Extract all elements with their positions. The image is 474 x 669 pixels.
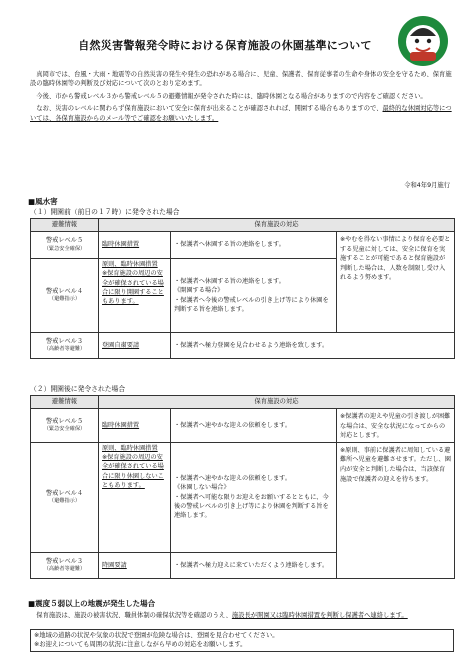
column-header-action: 保育施設の対応 xyxy=(99,219,455,232)
intro-paragraph: 真岡市では、台風・大雨・地震等の自然災害の発生や発生の恐れがある場合に、児童、保護者、保育従事者の生命や身体の安全を守るため、保育施設の臨時休園等の判断及び対応について次のとおり定めます。 xyxy=(30,71,452,88)
earthquake-text-plain: 保育施設は、施設の被害状況、職員体制の確保状況等を確認のうえ、 xyxy=(36,612,232,619)
action-cell: ・保護者へ速やかな迎えの依頼をします。 xyxy=(171,409,337,443)
intro-paragraph: 今後、市から警戒レベル３から警戒レベル５の避難情報が発令された時には、臨時休園となる場合がありますので内容をご確認ください。 xyxy=(36,92,427,100)
note-cell: ※保護者の迎えや児童の引き渡しが困難な場合は、安全な状況になってからの対応とします。 xyxy=(337,409,455,443)
intro-text-underlined: 最終的な休園対応等については、各保育施設からのメール等でご確認をお願いいたします。 xyxy=(30,105,452,122)
level-cell: 警戒レベル５ （緊急安全確保） xyxy=(31,409,99,443)
level-cell: 警戒レベル５ （緊急安全確保） xyxy=(31,232,99,259)
action-cell: ・保護者へ休園する旨の連絡をします。 xyxy=(171,232,337,259)
table-row xyxy=(31,409,455,443)
intro-text-plain: なお、災害のレベルに関わらず保育施設において安全に保育が出来ることが確認されれば、開園する場合もありますので、 xyxy=(36,105,383,113)
city-mascot-logo xyxy=(396,14,450,68)
subsection-heading-before: （１）開園前（前日の１７時）に発令された場合 xyxy=(30,208,180,216)
table-row xyxy=(31,232,455,259)
effective-date: 令和4年9月施行 xyxy=(404,182,450,189)
intro-text xyxy=(30,70,454,126)
earthquake-note: ※地域の道路の状況や気象の状況で登園が危険な場合は、登園を見合わせてください。 xyxy=(34,632,279,639)
level-cell: 警戒レベル３ （高齢者等避難） xyxy=(31,552,99,578)
column-header-action: 保育施設の対応 xyxy=(99,396,455,409)
measure-cell: 登園自粛要請 xyxy=(99,333,171,359)
earthquake-note: ※お迎えについても周囲の状況に注意しながら早めの対応をお願いします。 xyxy=(34,641,247,649)
column-header-level: 避難情報 xyxy=(31,219,99,232)
section-heading-earthquake: ■震度５弱以上の地震が発生した場合 xyxy=(28,599,156,608)
intro-paragraph xyxy=(30,104,454,123)
action-cell: ・保護者へ休園する旨の連絡をします。 《開園する場合》 ・保護者へ今後の警戒レベルの引き上げ等により休園を判断する旨を連絡します。 xyxy=(171,259,337,333)
measure-cell: 臨時休園措置 xyxy=(99,232,171,259)
measure-cell: 原則、臨時休園措置 ※保育施設の周辺の安全が確保されている場合に限り休園しないこともあります。 xyxy=(99,442,171,552)
level-cell: 警戒レベル３ （高齢者等避難） xyxy=(31,333,99,359)
earthquake-note-box xyxy=(30,629,454,652)
earthquake-text-underlined: 施設長が開園又は臨時休園措置を判断し保護者へ連絡します。 xyxy=(231,612,408,619)
flood-before-table xyxy=(30,218,455,359)
column-header-level: 避難情報 xyxy=(31,396,99,409)
earthquake-text xyxy=(30,611,454,620)
level-cell: 警戒レベル４ （避難指示） xyxy=(31,442,99,552)
note-cell: ※原則、事前に保護者に周知している避難所へ児童を避難させます。ただし、園内が安全と判断した場合は、当該保育施設で保護者の迎えを待ちます。 xyxy=(337,442,455,578)
action-cell: ・保護者へ速やかな迎えの依頼をします。 《休園しない場合》 ・保護者へ可能な限りお迎えをお願いするとともに、今後の警戒レベルの引き上げ等により休園を判断する旨を連絡します。 xyxy=(171,442,337,552)
measure-cell: 降園要請 xyxy=(99,552,171,578)
flood-after-table xyxy=(30,395,455,579)
measure-cell: 原則、臨時休園措置 ※保育施設の周辺の安全が確保されている場合に限り開園することもあります。 xyxy=(99,259,171,333)
action-cell: ・保護者へ極力登園を見合わせるよう連絡を致します。 xyxy=(171,333,455,359)
measure-cell: 臨時休園措置 xyxy=(99,409,171,443)
note-cell: ※やむを得ない事情により保育を必要とする児童に対しては、安全に保育を実施することが可能であると保育施設が判断した場合は、人数を制限し受け入れるよう努めます。 xyxy=(337,232,455,333)
table-row xyxy=(31,442,455,552)
table-row xyxy=(31,333,455,359)
section-heading-flood: ■風水害 xyxy=(28,197,58,206)
level-cell: 警戒レベル４ （避難指示） xyxy=(31,259,99,333)
subsection-heading-after: （２）開園後に発令された場合 xyxy=(30,385,126,393)
action-cell: ・保護者へ極力迎えに来ていただくよう連絡をします。 xyxy=(171,552,337,578)
page-title: 自然災害警報発令時における保育施設の休園基準について xyxy=(78,39,372,52)
